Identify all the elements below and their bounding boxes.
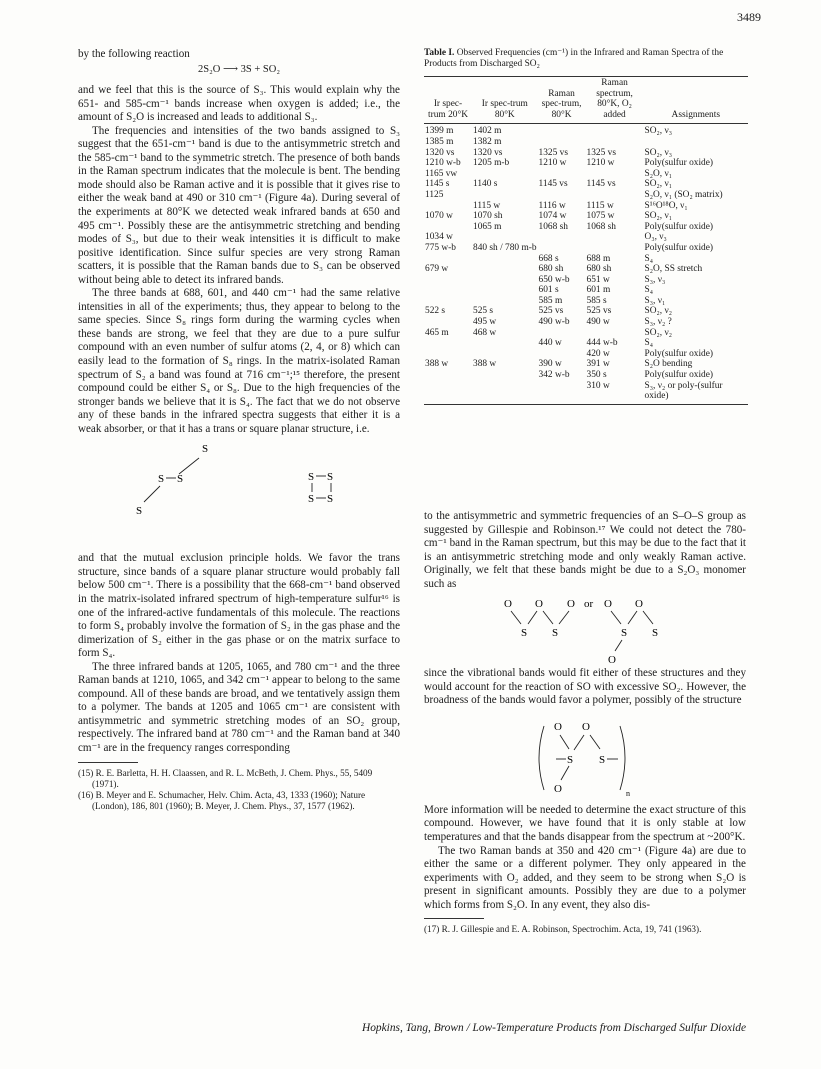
left-column <box>78 48 400 812</box>
table-cell <box>538 190 586 201</box>
oxygen-atom: O <box>604 598 612 611</box>
table-cell: S₄ <box>644 338 654 349</box>
footnote-17: (17) R. J. Gillespie and E. A. Robinson, Spectrochim. Acta, 19, 741 (1963). <box>424 924 702 935</box>
table-cell: S₃, ν₃ <box>644 274 666 285</box>
table-cell: 1075 w <box>586 211 615 222</box>
sulfur-atom: S <box>158 473 165 486</box>
table-row <box>424 296 748 307</box>
table-cell: 490 w <box>586 317 610 328</box>
table-cell: 688 m <box>586 253 611 264</box>
table-cell: Poly(sulfur oxide) <box>644 158 714 169</box>
table-cell <box>424 296 472 307</box>
table-cell: 490 w-b <box>538 317 570 328</box>
table-row <box>424 359 748 370</box>
table-cell: 522 s <box>425 306 446 317</box>
table-cell <box>424 370 472 381</box>
paragraph: since the vibrational bands would fit either of these structures and they would account for the reaction of SO with excessive SO₂. However, the broadness of the bands would favor a polymer, possibly of the structure <box>424 667 746 707</box>
table-row <box>424 169 748 180</box>
table-row <box>424 370 748 381</box>
oxygen-atom: O <box>567 598 575 611</box>
table-cell: 668 s <box>538 253 559 264</box>
paragraph: by the following reaction <box>78 48 190 60</box>
table-cell: 1210 w-b <box>425 158 461 169</box>
oxygen-atom: O <box>608 654 616 667</box>
oxygen-atom: O <box>554 720 562 733</box>
sulfur-atom: S <box>652 627 659 640</box>
table-cell: 390 w <box>538 359 562 370</box>
table-cell <box>538 349 586 360</box>
table-cell: 1070 w <box>425 211 453 222</box>
oxygen-atom: O <box>635 598 643 611</box>
paragraph: and we feel that this is the source of S₃. This would explain why the 651- and 585-cm⁻¹ bands increase when oxygen is added; i.e., the amount of S₂O is increased and leads to additional S₃. <box>78 84 400 124</box>
table-cell <box>538 169 586 180</box>
table-cell <box>644 137 748 148</box>
sulfur-atom: S <box>308 493 315 506</box>
table-row <box>424 179 748 190</box>
sulfur-atom: S <box>177 473 184 486</box>
table-cell: 1068 sh <box>586 221 616 232</box>
table-cell: 468 w <box>473 327 497 338</box>
s2o3-monomer-structures <box>424 591 746 667</box>
table-cell: SO₂, ν₂ <box>644 306 672 317</box>
table-cell: 601 s <box>538 285 559 296</box>
table-cell: 601 m <box>586 285 611 296</box>
table-cell: 1210 w <box>538 158 567 169</box>
table-cell: 1382 m <box>473 136 502 147</box>
table-cell: 1068 sh <box>538 221 568 232</box>
table-row <box>424 211 748 222</box>
table-cell: 775 w-b <box>425 242 456 253</box>
table-cell <box>472 296 538 307</box>
table-cell <box>586 243 644 254</box>
table-cell <box>424 201 472 212</box>
table-row <box>424 158 748 169</box>
column-header: Assignments <box>644 77 748 124</box>
table-cell <box>538 124 586 137</box>
sulfur-atom: S <box>521 627 528 640</box>
table-cell <box>472 254 538 265</box>
table-cell: 1320 vs <box>425 147 455 158</box>
table-cell: Poly(sulfur oxide) <box>644 242 714 253</box>
table-cell <box>472 370 538 381</box>
table-cell <box>424 349 472 360</box>
or-label: or <box>584 598 594 611</box>
table-cell: 651 w <box>586 274 610 285</box>
table-row <box>424 264 748 275</box>
sulfur-atom: S <box>552 627 559 640</box>
table-cell: S¹⁶O¹⁸O, ν₁ <box>644 200 688 211</box>
table-row <box>424 338 748 349</box>
table-cell: SO₂, ν₃ <box>644 126 672 137</box>
table-cell <box>586 137 644 148</box>
table-cell <box>424 254 472 265</box>
table-cell <box>424 275 472 286</box>
table-header-row <box>424 77 748 124</box>
table-cell: 1115 w <box>473 200 501 211</box>
table-cell: 350 s <box>586 370 607 381</box>
table-cell <box>538 232 586 243</box>
table-caption-label: Table I. <box>424 48 455 58</box>
table-row <box>424 232 748 243</box>
table-row <box>424 275 748 286</box>
column-header: Ir spec-trum 80°K <box>472 77 538 124</box>
table-cell: S₂O, SS stretch <box>644 264 703 275</box>
paragraph: The three infrared bands at 1205, 1065, and 780 cm⁻¹ and the three Raman bands at 1210, 1065, and 342 cm⁻¹ appear to belong to the same compound. All of these bands are broad, and we tentatively assign them to a polymer. The bands at 1205 and 1065 cm⁻¹ are consistent with antisymmetric and symmetric stretching modes of an SO₂ group, respectively. The infrared band at 780 cm⁻¹ and the Raman band at 340 cm⁻¹ are in the frequency ranges corresponding <box>78 660 400 754</box>
table-cell <box>424 285 472 296</box>
table-cell: S₃, ν₁ <box>644 295 666 306</box>
table-cell: 1402 m <box>473 126 502 137</box>
table-cell: Poly(sulfur oxide) <box>644 370 714 381</box>
frequency-table <box>424 76 748 405</box>
table-cell <box>538 328 586 339</box>
column-header: Ir spec-trum 20°K <box>424 77 472 124</box>
table-cell: 1320 vs <box>473 147 503 158</box>
sulfur-atom: S <box>327 471 334 484</box>
table-cell <box>472 338 538 349</box>
table-cell <box>538 381 586 405</box>
table-cell: S₄ <box>644 285 654 296</box>
paragraph: More information will be needed to determine the exact structure of this compound. However, we have found that it is only stable at low temperatures and that the bands disappear from the spectrum at ~200°K. <box>424 803 746 844</box>
table-cell <box>472 264 538 275</box>
table-row <box>424 317 748 328</box>
table-cell: 1210 w <box>586 158 615 169</box>
table-cell: 1065 m <box>473 221 502 232</box>
table-cell: 1070 sh <box>473 211 503 222</box>
oxygen-atom: O <box>582 720 590 733</box>
s4-structures-drawing <box>78 436 400 552</box>
table-cell: 391 w <box>586 359 610 370</box>
footnotes <box>78 768 400 813</box>
paragraph: The three bands at 688, 601, and 440 cm⁻¹ had the same relative intensities in all of the experiments; thus, they appear to belong to the same species. Since S₈ rings form during the warming cycles when these bands are strong, we feel that they are due to a pure sulfur compound with an even number of sulfur atoms (2, 4, or 8) which can easily lead to the formation of S₈ rings. In the matrix-isolated Raman spectrum of S₂ a band was found at 716 cm⁻¹;¹⁵ therefore, the present compound could be either S₄ or S₈. Due to the high frequencies of the stronger bands we believe that it is S₄. The fact that we do not observe any of these bands in the infrared spectra suggests that either it is a weak absorber, or that it has a trans or square planar structure, i.e. <box>78 287 400 435</box>
table-caption <box>424 48 748 70</box>
polymer-structure <box>424 708 746 804</box>
running-footer: Hopkins, Tang, Brown / Low-Temperature Products from Discharged Sulfur Dioxide <box>361 1022 746 1034</box>
table-cell: SO₂, ν₁ <box>644 211 672 222</box>
table-row <box>424 148 748 159</box>
table-cell <box>586 328 644 339</box>
footnote-15: (15) R. E. Barletta, H. H. Claassen, and R. L. McBeth, J. Chem. Phys., 55, 5409 (1971). <box>78 767 373 789</box>
table-cell <box>472 381 538 405</box>
table-cell <box>424 222 472 233</box>
table-cell <box>424 381 472 405</box>
oxygen-atom: O <box>504 598 512 611</box>
table-cell: 420 w <box>586 348 610 359</box>
table-cell <box>424 317 472 328</box>
table-cell: S₃, ν₂ or poly-(sulfur oxide) <box>644 381 748 405</box>
table-cell: S₂O, ν₁ <box>644 168 672 179</box>
table-cell <box>424 338 472 349</box>
table-cell: 650 w-b <box>538 274 570 285</box>
table-cell <box>472 232 538 243</box>
table-cell: S₄ <box>644 253 654 264</box>
table-cell: S₃, ν₂ ? <box>644 317 672 328</box>
sulfur-atom: S <box>308 471 315 484</box>
table-cell: 1115 w <box>586 200 614 211</box>
table-cell <box>472 349 538 360</box>
table-cell: 525 vs <box>538 306 564 317</box>
table-cell: 1165 vw <box>425 168 458 179</box>
s2o3-monomer-drawing <box>424 591 746 667</box>
table-cell: 1325 vs <box>586 147 616 158</box>
table-cell: 679 w <box>425 264 449 275</box>
table-cell: 1140 s <box>473 179 498 190</box>
sulfur-atom: S <box>327 493 334 506</box>
table-cell: 1205 m-b <box>473 158 510 169</box>
table-cell: 680 sh <box>538 264 564 275</box>
table-cell: 840 sh / 780 m-b <box>473 242 537 253</box>
table-row <box>424 137 748 148</box>
table-cell: SO₂, ν₃ <box>644 147 672 158</box>
table-cell: 1145 vs <box>586 179 616 190</box>
table-cell: 465 m <box>425 327 449 338</box>
table-cell: 1145 vs <box>538 179 568 190</box>
right-column <box>424 510 746 936</box>
polymer-drawing <box>424 708 746 804</box>
sulfur-atom: S <box>136 505 143 518</box>
table-row <box>424 190 748 201</box>
oxygen-atom: O <box>535 598 543 611</box>
table-row <box>424 285 748 296</box>
table-row <box>424 254 748 265</box>
polymer-subscript: n <box>626 788 630 798</box>
table-cell: 444 w-b <box>586 338 618 349</box>
table-cell <box>472 169 538 180</box>
table-row <box>424 243 748 254</box>
sulfur-atom: S <box>567 753 574 766</box>
table-cell <box>586 232 644 243</box>
table-cell: 1385 m <box>425 136 454 147</box>
table-cell: 525 s <box>473 306 494 317</box>
table-cell: 1074 w <box>538 211 567 222</box>
table-row <box>424 201 748 212</box>
sulfur-atom: S <box>621 627 628 640</box>
page-number: 3489 <box>737 10 761 24</box>
table-cell <box>586 124 644 137</box>
paragraph: to the antisymmetric and symmetric frequencies of an S–O–S group as suggested by Gillespie and Robinson.¹⁷ We could not detect the 780-cm⁻¹ band in the Raman spectrum, but this may be due to the fact that it is an antisymmetric stretching mode and only weakly Raman active. Originally, we felt that these bands might be due to a S₂O₃ monomer such as <box>424 510 746 590</box>
footnote-rule <box>424 918 484 919</box>
column-header: Raman spectrum, 80°K, O₂ added <box>586 77 644 124</box>
table-cell: 1116 w <box>538 200 566 211</box>
table-cell: 342 w-b <box>538 370 570 381</box>
table-cell: 1034 w <box>425 232 453 243</box>
paragraph: The frequencies and intensities of the two bands assigned to S₃ suggest that the 651-cm⁻¹ band is due to the antisymmetric stretch and the 585-cm⁻¹ band to the symmetric stretch. The presence of both bands in the Raman spectrum indicates that the molecule is bent. The bending mode should also be Raman active and it is possible that it gives rise to either the weak band at 490 or 310 cm⁻¹ (Figure 4a). During several of the experiments at 80°K we detected weak infrared bands at 650 and 495 cm⁻¹. Possibly these are the antisymmetric stretching and bending modes of S₃, but due to their weak intensities it is difficult to make positive identification. Since sulfur species are very strong Raman scatters, it is possible that the Raman bands due to S₃ can be observed without being able to detect its infrared bands. <box>78 124 400 286</box>
table-row <box>424 306 748 317</box>
table-cell: 1125 <box>425 189 444 200</box>
footnote-16: (16) B. Meyer and E. Schumacher, Helv. Chim. Acta, 43, 1333 (1960); Nature (London), 186, 801 (1960); B. Meyer, J. Chem. Phys., 37, 1577 (1962). <box>78 789 366 812</box>
table-cell: 1145 s <box>425 179 450 190</box>
column-header: Raman spec-trum, 80°K <box>538 77 586 124</box>
table-cell: 585 s <box>586 295 607 306</box>
s4-structures <box>78 436 400 552</box>
table-row <box>424 124 748 137</box>
table-cell: S₂O bending <box>644 359 693 370</box>
table-cell: 310 w <box>586 381 644 405</box>
sulfur-atom: S <box>202 443 209 456</box>
table-cell: S₂O, ν₁ (SO₂ matrix) <box>644 189 723 200</box>
table-row <box>424 222 748 233</box>
footnote-rule <box>78 762 138 763</box>
table-cell: 585 m <box>538 295 563 306</box>
table-cell: 680 sh <box>586 264 612 275</box>
table-cell: 525 vs <box>586 306 612 317</box>
table-cell <box>472 285 538 296</box>
table-cell <box>538 243 586 254</box>
table-body <box>424 124 748 404</box>
table-row <box>424 381 748 405</box>
table-cell: Poly(sulfur oxide) <box>644 348 714 359</box>
sulfur-atom: S <box>599 753 606 766</box>
oxygen-atom: O <box>554 782 562 795</box>
table-cell: 495 w <box>473 317 497 328</box>
table-cell: 388 w <box>425 359 449 370</box>
table-caption-text: Observed Frequencies (cm⁻¹) in the Infrared and Raman Spectra of the Products from Discharged SO₂ <box>424 48 724 70</box>
table-cell <box>472 275 538 286</box>
table-row <box>424 349 748 360</box>
table-cell: 388 w <box>473 359 497 370</box>
table-row <box>424 328 748 339</box>
table-cell: 1399 m <box>425 126 454 137</box>
reaction-equation: 2S₂O ⟶ 3S + SO₂ <box>198 63 280 75</box>
table-cell: Poly(sulfur oxide) <box>644 221 714 232</box>
table-cell <box>586 169 644 180</box>
table-cell <box>586 190 644 201</box>
table-cell: SO₂, ν₂ <box>644 327 672 338</box>
table-cell: SO₂, ν₁ <box>644 179 672 190</box>
table-cell: 1325 vs <box>538 147 568 158</box>
table-cell: O₃, ν₃ <box>644 232 667 243</box>
table-cell: 440 w <box>538 338 562 349</box>
paragraph: The two Raman bands at 350 and 420 cm⁻¹ (Figure 4a) are due to either the same or a different polymer. They only appeared in the experiments with O₂ added, and they seem to be strong when S₂O is present in significant amounts. Possibly they are due to a polymer which forms from S₂O. In any event, they also dis- <box>424 844 746 911</box>
table-cell <box>472 190 538 201</box>
footnotes <box>424 924 746 935</box>
table-cell <box>538 137 586 148</box>
paragraph: and that the mutual exclusion principle holds. We favor the trans structure, since bands of a square planar structure would probably fall below 500 cm⁻¹. There is a possibility that the 668-cm⁻¹ band observed in the matrix-isolated infrared spectrum of high-temperature sulfur¹⁶ is one of the infrared-active fundamentals of this molecule. The reactions to form S₄ probably involve the formation of S₂ in the gas phase and the dimerization of S₂ either in the gas phase or on the matrix surface to form S₄. <box>78 552 400 660</box>
